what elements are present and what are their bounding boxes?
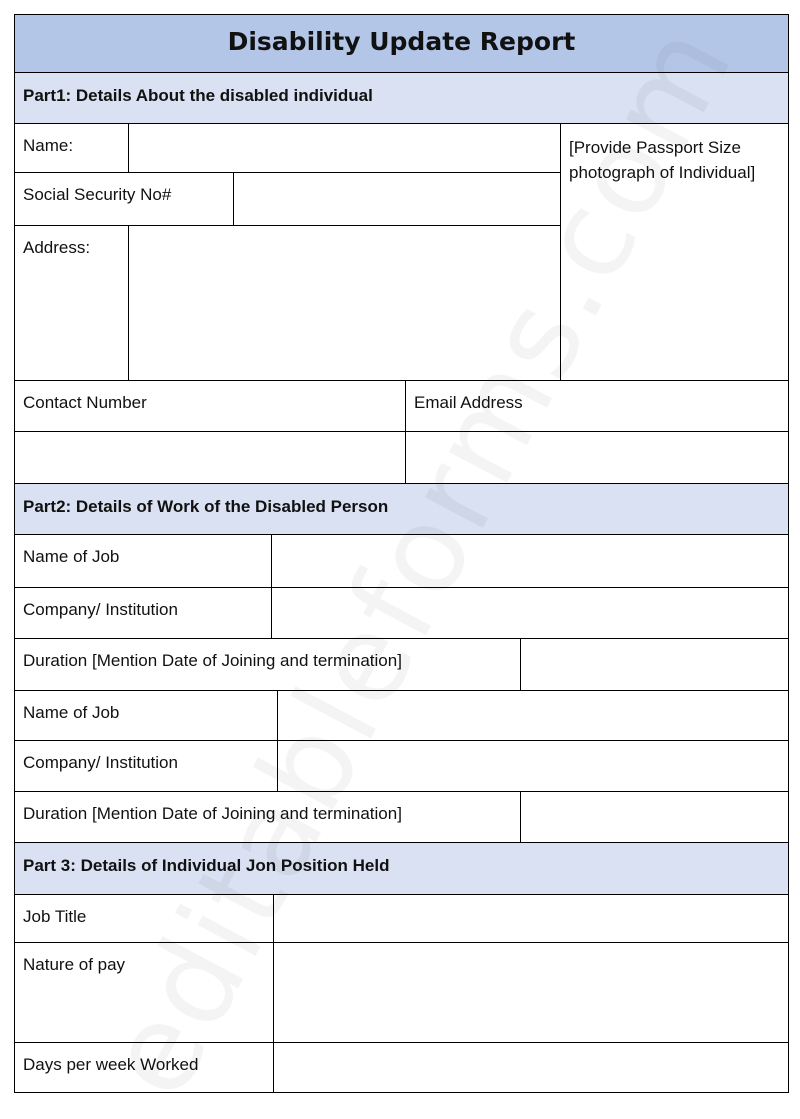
photo-box[interactable] (560, 123, 789, 381)
name-label: Name: (14, 123, 129, 173)
part2-heading: Part2: Details of Work of the Disabled Person (14, 483, 789, 535)
job1-duration-field[interactable] (520, 638, 789, 691)
job1-company-label: Company/ Institution (14, 587, 272, 639)
days-per-week-label: Days per week Worked (14, 1042, 274, 1093)
part1-heading: Part1: Details About the disabled individual (14, 72, 789, 124)
job2-duration-label: Duration [Mention Date of Joining and termination] (14, 791, 521, 843)
address-field[interactable] (128, 225, 561, 381)
job-title-label: Job Title (14, 894, 274, 943)
name-field[interactable] (128, 123, 561, 173)
form-title: Disability Update Report (14, 14, 789, 73)
address-label: Address: (14, 225, 129, 381)
disability-update-form (14, 14, 789, 1093)
nature-of-pay-field[interactable] (273, 942, 789, 1043)
job1-name-label: Name of Job (14, 534, 272, 588)
job2-name-label: Name of Job (14, 690, 278, 741)
job2-duration-field[interactable] (520, 791, 789, 843)
job2-company-label: Company/ Institution (14, 740, 278, 792)
job1-company-field[interactable] (271, 587, 789, 639)
job1-duration-label: Duration [Mention Date of Joining and termination] (14, 638, 521, 691)
job2-company-field[interactable] (277, 740, 789, 792)
email-address-field[interactable] (405, 431, 789, 484)
part3-heading: Part 3: Details of Individual Jon Position Held (14, 842, 789, 895)
job1-name-field[interactable] (271, 534, 789, 588)
ssn-label: Social Security No# (14, 172, 234, 226)
job-title-field[interactable] (273, 894, 789, 943)
job2-name-field[interactable] (277, 690, 789, 741)
contact-number-label: Contact Number (14, 380, 406, 432)
photo-note: [Provide Passport Size photograph of Individual] (569, 138, 756, 182)
email-address-label: Email Address (405, 380, 789, 432)
ssn-field[interactable] (233, 172, 561, 226)
days-per-week-field[interactable] (273, 1042, 789, 1093)
contact-number-field[interactable] (14, 431, 406, 484)
nature-of-pay-label: Nature of pay (14, 942, 274, 1043)
